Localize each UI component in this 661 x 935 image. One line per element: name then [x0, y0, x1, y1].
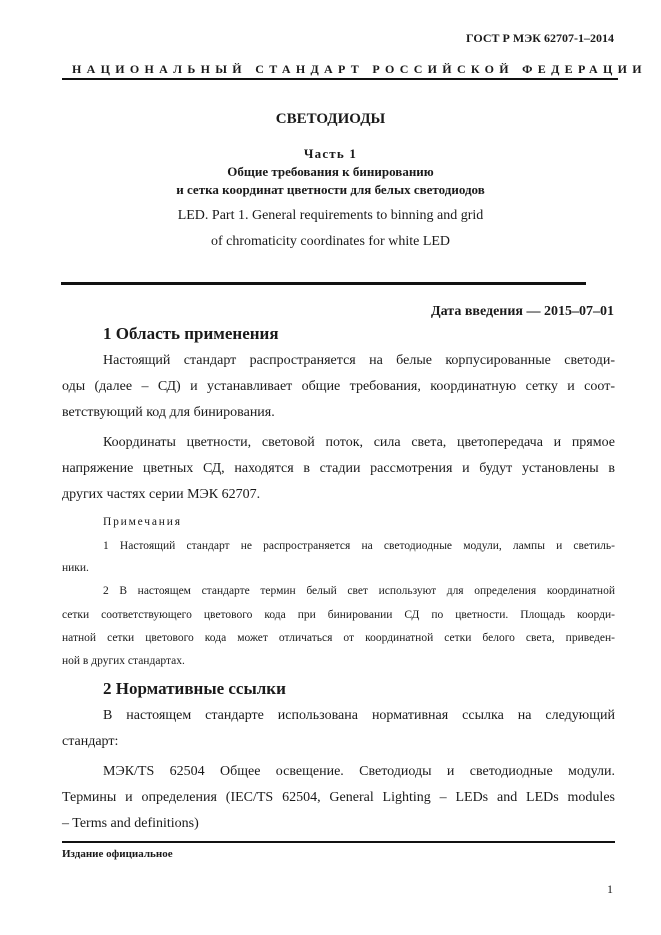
subtitle-ru-line-1: Общие требования к бинированию	[227, 164, 434, 179]
paragraph-line: стандарт:	[62, 734, 119, 749]
note-line: натной сетки цветового кода может отличаться от координатной сетки белого света, приведен-	[62, 632, 615, 644]
document-title: СВЕТОДИОДЫ	[275, 111, 386, 127]
note-line: 1 Настоящий стандарт не распространяется на светодиодные модули, лампы и светиль-	[103, 540, 615, 552]
section-2-heading: 2 Нормативные ссылки	[103, 679, 286, 698]
footer-rule	[62, 841, 615, 843]
paragraph-line: Настоящий стандарт распространяется на белые корпусированные светоди-	[103, 353, 615, 368]
note-line: сетки соответствующего цветового кода при бинировании СД по цветности. Площадь коорди-	[62, 609, 615, 621]
title-rule	[61, 282, 586, 285]
paragraph-line: оды (далее – СД) и устанавливает общие требования, координатную сетку и соот-	[62, 379, 615, 394]
subtitle-en-line-1: LED. Part 1. General requirements to binning and grid	[177, 208, 484, 223]
paragraph-line: В настоящем стандарте использована нормативная ссылка на следующий	[103, 708, 615, 723]
paragraph-line: Координаты цветности, световой поток, сила света, цветопередача и прямое	[103, 435, 615, 450]
paragraph-line: – Terms and definitions)	[62, 816, 199, 831]
note-line: ники.	[62, 562, 89, 574]
page-number: 1	[607, 882, 613, 896]
paragraph-line: напряжение цветных СД, находятся в стадии рассмотрения и будут установлены в	[62, 461, 615, 476]
subtitle-ru-line-2: и сетка координат цветности для белых светодиодов	[176, 182, 485, 197]
section-1-heading: 1 Область применения	[103, 324, 279, 343]
note-line: 2 В настоящем стандарте термин белый свет используют для определения координатной	[103, 585, 615, 597]
subtitle-en-line-2: of chromaticity coordinates for white LED	[210, 234, 451, 249]
paragraph-line: ветствующий код для бинирования.	[62, 405, 275, 420]
part-label: Часть 1	[303, 146, 358, 161]
note-line: ной в других стандартах.	[62, 655, 185, 667]
paragraph-line: МЭК/TS 62504 Общее освещение. Светодиоды и светодиодные модули.	[103, 764, 615, 779]
paragraph-line: других частях серии МЭК 62707.	[62, 487, 261, 502]
header-rule	[62, 78, 618, 80]
intro-date: Дата введения — 2015–07–01	[431, 304, 614, 319]
national-standard-banner: НАЦИОНАЛЬНЫЙ СТАНДАРТ РОССИЙСКОЙ ФЕДЕРАЦИИ	[72, 62, 647, 76]
document-code: ГОСТ Р МЭК 62707-1–2014	[466, 31, 614, 45]
official-edition-label: Издание официальное	[62, 848, 173, 860]
paragraph-line: Термины и определения (IEC/TS 62504, General Lighting – LEDs and LEDs modules	[62, 790, 615, 805]
notes-heading: Примечания	[103, 516, 182, 528]
